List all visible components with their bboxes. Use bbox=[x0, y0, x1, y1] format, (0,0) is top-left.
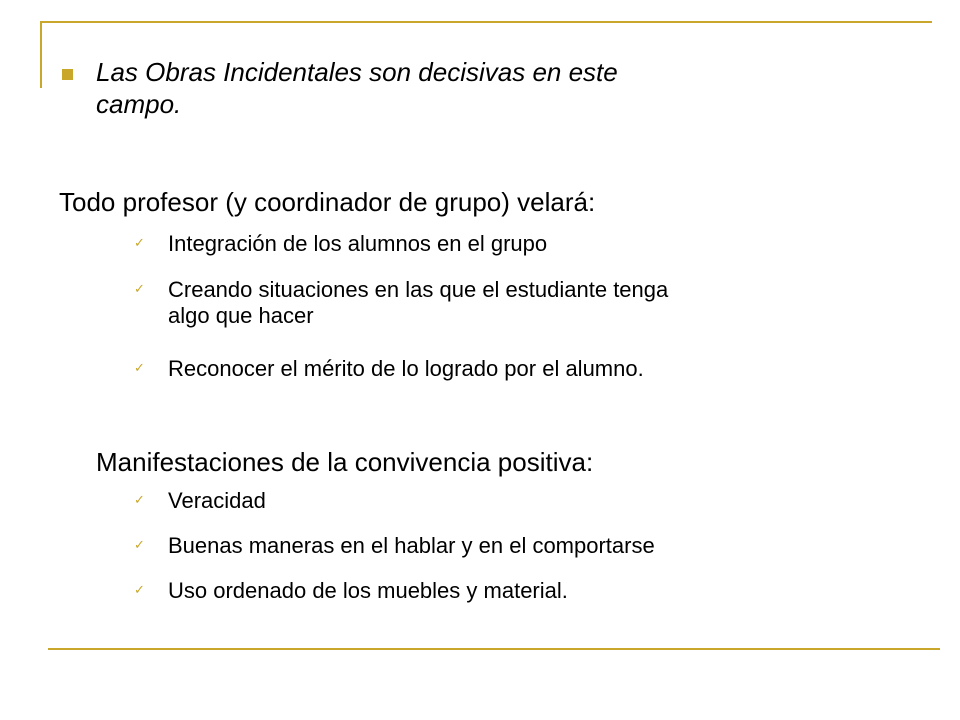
checkmark-icon: ✓ bbox=[134, 361, 145, 376]
square-bullet-icon bbox=[62, 69, 73, 80]
checkmark-icon: ✓ bbox=[134, 538, 145, 553]
checkmark-icon: ✓ bbox=[134, 493, 145, 508]
intro-line-1: Las Obras Incidentales son decisivas en este bbox=[96, 57, 618, 87]
section-1-item-1: Integración de los alumnos en el grupo bbox=[168, 231, 548, 256]
section-2-heading: Manifestaciones de la convivencia positiva: bbox=[96, 447, 594, 477]
intro-line-2: campo. bbox=[96, 89, 182, 119]
left-frame-line bbox=[40, 21, 42, 88]
section-1-heading: Todo profesor (y coordinador de grupo) velará: bbox=[59, 187, 596, 217]
section-1-item-3: Reconocer el mérito de lo logrado por el alumno. bbox=[168, 356, 644, 381]
intro-text bbox=[96, 56, 618, 120]
section-1-item-2-line-1: Creando situaciones en las que el estudiante tenga bbox=[168, 277, 669, 302]
checkmark-icon: ✓ bbox=[134, 236, 145, 251]
top-frame-line bbox=[40, 21, 932, 23]
section-2-item-3: Uso ordenado de los muebles y material. bbox=[168, 578, 568, 603]
section-1-item-2-line-2: algo que hacer bbox=[168, 303, 314, 328]
bottom-frame-line bbox=[48, 648, 940, 650]
checkmark-icon: ✓ bbox=[134, 282, 145, 297]
section-2-item-2: Buenas maneras en el hablar y en el comportarse bbox=[168, 533, 655, 558]
checkmark-icon: ✓ bbox=[134, 583, 145, 598]
section-1-item-2 bbox=[168, 277, 668, 329]
section-2-item-1: Veracidad bbox=[168, 488, 266, 513]
